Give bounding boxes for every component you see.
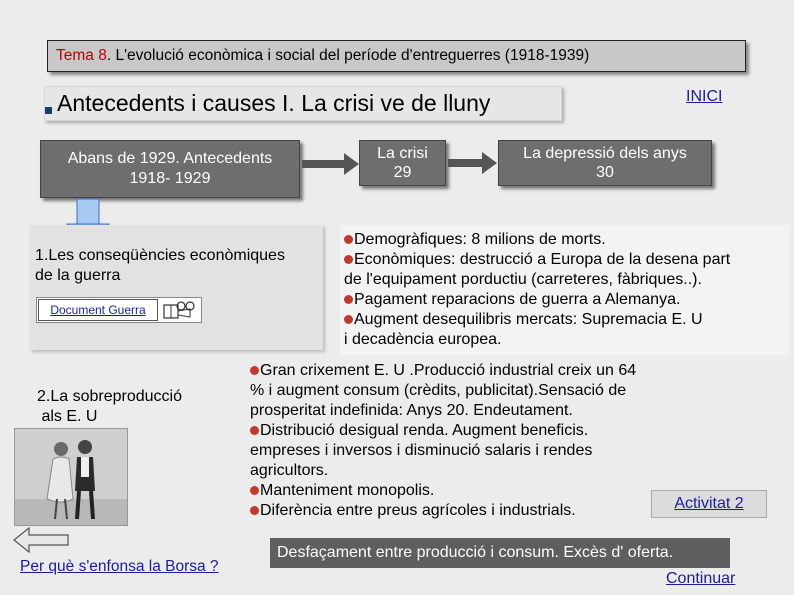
list-item-text: Distribució desigual renda. Augment beneficis. [260, 422, 589, 439]
list-item-text: Manteniment monopolis. [260, 482, 435, 499]
square-bullet-icon [45, 107, 52, 114]
consequencies-panel [30, 225, 323, 350]
list-item-continuation: % i augment consum (crèdits, publicitat).Sensació de [250, 382, 627, 399]
page-heading [57, 88, 491, 118]
dancing-couple-photo [14, 428, 128, 526]
list-item-continuation: prosperitat indefinida: Anys 20. Endeutament. [250, 402, 573, 419]
consequencies-line1: 1.Les conseqüències econòmiques [35, 247, 285, 264]
consequencies-line2: de la guerra [35, 267, 121, 284]
bullet-icon [250, 426, 259, 435]
crisi-line2: 29 [393, 164, 412, 181]
consequencies-list [344, 230, 792, 350]
list-item-text: Gran crixement E. U .Producció industrial creix un 64 [260, 362, 637, 379]
crisi-line1: La crisi [377, 145, 428, 162]
bullet-icon [250, 486, 259, 495]
continuar-link[interactable]: Continuar [666, 570, 736, 587]
list-item-text: Diferència entre preus agrícoles i industrials. [260, 502, 576, 519]
abans-1929-button[interactable] [40, 140, 300, 198]
crisi-29-button[interactable] [359, 140, 446, 186]
sobreproduccio-list [250, 361, 690, 521]
abans-line2: 1918- 1929 [129, 170, 211, 187]
list-item [344, 250, 792, 270]
arrow-right-icon [448, 152, 498, 174]
depressio-30-button[interactable] [498, 140, 712, 186]
list-item [344, 310, 792, 330]
bullet-icon [344, 315, 353, 324]
depressio-line2: 30 [596, 164, 614, 181]
list-item-continuation: de l'equipament porductiu (carreteres, fàbriques..). [344, 271, 702, 288]
back-arrow-icon[interactable] [13, 527, 69, 553]
list-item-continuation: empreses i inversos i disminució salaris i rendes [250, 442, 593, 459]
bullet-icon [344, 295, 353, 304]
list-item-text: Demogràfiques: 8 milions de morts. [354, 231, 606, 248]
arrow-right-icon [302, 153, 360, 175]
list-item-text: Pagament reparacions de guerra a Alemanya. [354, 291, 681, 308]
inici-link[interactable]: INICI [686, 88, 723, 105]
page-heading-text: Antecedents i causes I. La crisi ve de lluny [57, 90, 491, 116]
list-item [250, 501, 690, 521]
list-item [250, 421, 690, 441]
bullet-icon [344, 235, 353, 244]
document-guerra-link[interactable]: Document Guerra [38, 299, 158, 321]
list-item-continuation: i decadència europea. [344, 331, 502, 348]
sobreproduccio-line2: als E. U [37, 408, 98, 425]
borsa-link[interactable]: Per què s'enfonsa la Borsa ? [20, 558, 219, 575]
desfasament-banner: Desfaçament entre producció i consum. Excès d' oferta. [270, 538, 730, 568]
title-prefix: Tema 8 [56, 47, 107, 64]
title-text: . L'evolució econòmica i social del període d'entreguerres (1918-1939) [106, 47, 590, 64]
bullet-icon [250, 366, 259, 375]
list-item [344, 230, 792, 250]
list-item-text: Augment desequilibris mercats: Supremacia E. U [354, 311, 703, 328]
title-bar [47, 40, 746, 72]
depressio-line1: La depressió dels anys [523, 145, 687, 162]
bullet-icon [344, 255, 353, 264]
consequencies-title [35, 246, 285, 286]
list-item-text: Econòmiques: destrucció a Europa de la desena part [354, 251, 731, 268]
bullet-icon [250, 506, 259, 515]
film-icon[interactable] [160, 299, 198, 321]
list-item-continuation: agricultors. [250, 462, 329, 479]
list-item [250, 361, 690, 381]
list-item [250, 481, 690, 501]
activitat-2-button[interactable]: Activitat 2 [651, 490, 767, 518]
sobreproduccio-line1: 2.La sobreproducció [37, 388, 182, 405]
dancing-couple-image [15, 429, 127, 525]
abans-line1: Abans de 1929. Antecedents [67, 150, 273, 167]
sobreproduccio-title [37, 387, 182, 427]
list-item [344, 290, 792, 310]
